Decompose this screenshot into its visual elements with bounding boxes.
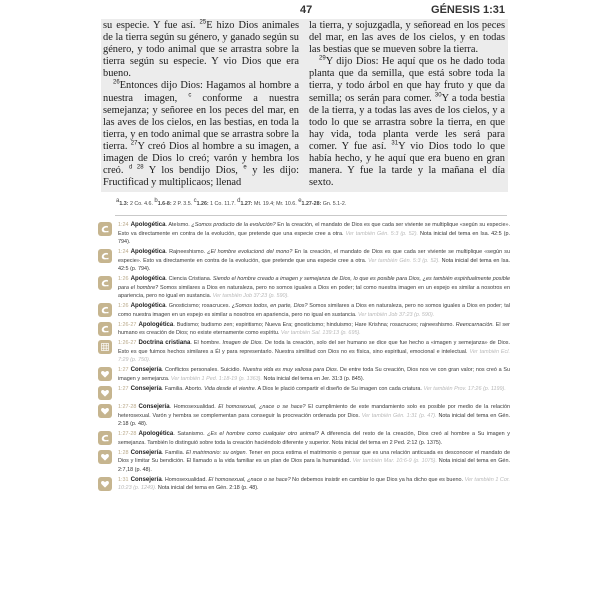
note-text: A Dios le plació compartir el diseño de Su imagen con cada criatura. <box>256 385 424 392</box>
note-text: . Homosexualidad. <box>169 404 219 411</box>
heart-icon <box>98 477 112 491</box>
verse-text: la tierra, y sojuzgadla, y señoread en los peces del mar, en las aves de los cielos, y en todas las bestias que se mueven sobre la tierra. <box>309 20 505 56</box>
study-note <box>98 339 510 365</box>
note-verse-ref: 1:24 <box>118 222 129 228</box>
study-note <box>98 366 510 383</box>
note-question: Siendo el hombre creado a imagen y semejanza de Dios, lo que es posible para Dios, ¿es también espiritualmente posible para el hombre? <box>118 276 510 291</box>
scripture-paragraph <box>309 20 505 56</box>
verse-text: conforme a nuestra semejanza; y señoree en los peces del mar, en las aves de los cielos, en las bestias, en toda la tierra, y en todo animal que se arrastra sobre la tierra. <box>103 92 299 152</box>
running-head: GÉNESIS 1:31 <box>431 4 505 16</box>
note-category: Apologética <box>130 248 166 256</box>
verse-text: Y vio Dios todo lo que había hecho, y he aquí que era bueno en gran manera. Y fue la tarde y la mañana el día sexto. <box>309 140 505 189</box>
study-note <box>98 248 510 274</box>
note-verse-ref: 1:31 <box>118 476 129 483</box>
cross-reference-letter: c <box>193 198 197 205</box>
verse-text: Y los bendijo Dios, <box>143 165 244 177</box>
note-category: Apologética <box>130 302 166 310</box>
note-category: Consejería <box>130 384 162 392</box>
note-category: Consejería <box>138 403 170 411</box>
note-verse-ref: 1:24 <box>118 249 129 256</box>
heart-icon <box>98 386 112 400</box>
note-text: El cumplimiento de este mandamiento solo es posible por medio de la relación heterosexual. Varón y hembra se complementan para conseguir la procreación ordenada por Dios. <box>118 404 511 419</box>
note-category: Consejería <box>130 448 162 456</box>
note-verse-ref: 1:26-27 <box>118 321 137 328</box>
cross-references <box>116 198 506 207</box>
cross-reference-text: 1 Co. 11.7. <box>208 201 238 207</box>
verse-number: d 28 <box>128 164 144 171</box>
see-also-reference: Ver también 1 Cor. 10:23 (p. 1249). <box>118 476 510 492</box>
verse-number: 29 <box>319 55 326 62</box>
note-category: Apologética <box>138 320 174 328</box>
note-text: . Ateísmo. <box>165 222 192 228</box>
note-text: En la creación, el mandato de Dios es que cada ser viviente se multiplique «según su especie». Esto va directamente en contra de la evolución, que pretende que una especie cree a otra. <box>118 222 511 237</box>
study-note <box>98 275 510 301</box>
verse-number: 25 <box>199 19 207 26</box>
wave-icon <box>98 322 112 336</box>
note-question: ¿Somos producto de la evolución? <box>191 222 276 228</box>
see-also-reference: Ver también Gén. 1:31 (p. 47). <box>361 412 437 419</box>
see-also-reference: Ver también Prov. 17:26 (p. 1199). <box>423 385 506 392</box>
topic-reference: Nota inicial del tema en Isa. 42:5 (p. 794). <box>118 230 510 246</box>
note-text: Tener en poca estima el matrimonio o pensar que es una relación anticuada es desconocer el mandato de Dios y limitar Su bendición. El llamado a la vida familiar es un plan de Dios para la humanidad. <box>118 449 510 465</box>
study-note <box>98 321 510 338</box>
note-text: A diferencia del resto de la creación, Dios creó al hombre a Su imagen y semejanza. También lo distinguió sobre toda la creación haciéndolo diferente y superior. Nota inicial del tema en 2 Ped. 2:12 (p. 1375). <box>118 431 510 446</box>
cross-reference-verse: 1.27: <box>240 201 253 207</box>
note-question: ¿El hombre evolucionó del mono? <box>207 249 293 256</box>
cross-reference-verse: 1.6-8: <box>157 201 172 207</box>
study-note <box>98 385 510 402</box>
see-also-reference: Ver también Sal. 139:13 (p. 695). <box>280 330 361 337</box>
topic-reference: Nota inicial del tema en Gén. 2:18 (p. 48). <box>118 412 510 428</box>
cross-reference-letter: d <box>237 198 241 205</box>
page-number: 47 <box>300 4 313 16</box>
note-category: Doctrina cristiana <box>138 339 191 347</box>
heart-icon <box>98 367 112 381</box>
note-category: Consejería <box>130 366 162 374</box>
topic-reference: Nota inicial del tema en Jer. 31:3 (p. 845). <box>262 375 365 382</box>
wave-icon <box>98 303 112 317</box>
cross-reference-letter: b <box>154 198 158 205</box>
wave-icon <box>98 276 112 290</box>
scripture-block <box>101 19 508 192</box>
note-question: El homosexual, ¿nace o se hace? <box>218 404 306 411</box>
note-verse-ref: 1:27 <box>118 367 129 374</box>
see-also-reference: Ver también Mar. 10:6-9 (p. 1075). <box>352 458 438 465</box>
study-note <box>98 403 510 429</box>
note-question: Nuestra vida es muy valiosa para Dios. <box>242 367 339 374</box>
note-text: . Familia. <box>161 449 186 456</box>
cross-reference <box>154 198 194 207</box>
note-text: . Homosexualidad. <box>161 476 209 483</box>
cross-reference <box>116 198 155 207</box>
topic-reference: Nota inicial del tema en Isa. 42:5 (p. 794). <box>118 257 510 273</box>
note-question: ¿Somos todos, en parte, Dios? <box>231 303 308 310</box>
note-verse-ref: 1:27-28 <box>118 404 137 411</box>
see-also-reference: Ver también Gén. 5:3 (p. 52). <box>368 257 440 264</box>
verse-number: 31 <box>391 140 399 147</box>
note-category: Apologética <box>130 221 166 228</box>
wave-icon <box>98 249 112 263</box>
note-text: . El hombre. <box>190 340 223 347</box>
cross-reference-text: 2 P. 3.5. <box>171 201 194 207</box>
verse-text: Y creó Dios al hombre a su imagen, a imagen de Dios lo creó; varón y hembra los creó. <box>103 140 299 177</box>
note-text: En la creación, el mandato de Dios es que cada ser viviente se multiplique «según su especie». Esto va directamente en contra de la evolución, que pretende que una especie cree a otra. <box>118 249 510 264</box>
note-text: De entre toda Su creación, Dios nos ve con gran valor; nos creó a Su imagen y semejanza. <box>118 367 511 382</box>
note-text: . Gnosticismo; rosacruces. <box>165 303 232 310</box>
note-question: ¿Es el hombre como cualquier otro animal? <box>207 431 319 438</box>
note-verse-ref: 1:26 <box>118 276 129 283</box>
scripture-paragraph <box>309 56 505 189</box>
scripture-paragraph <box>103 80 299 189</box>
topic-reference: Nota inicial del tema en Gén. 2:18 (p. 48). <box>156 485 259 492</box>
see-also-reference: Ver también 1 Ped. 1:18-19 (p. 1363). <box>170 375 262 382</box>
divider <box>115 215 507 216</box>
note-text: No debemos insistir en cambiar lo que Dios ya ha dicho que es bueno. <box>290 476 465 483</box>
cross-reference-letter: e <box>298 198 302 205</box>
wave-icon <box>98 431 112 445</box>
verse-number: c <box>188 92 192 99</box>
note-text: De toda la creación, solo del ser humano se dice que fue hecho a «imagen y semejanza» de Dios. Esto es que fuimos hechos similares a Él y para representarlo. Nuestra similitud con Dios no es física, sino espiritual, emocional e intelectual. <box>118 340 510 355</box>
note-verse-ref: 1:27 <box>118 385 129 392</box>
verse-text: y les dijo: Fructificad y multiplicaos; llenad <box>103 165 299 189</box>
verse-number: 27 <box>130 140 138 147</box>
note-text: Somos similares a Dios en naturaleza, pero no somos iguales a Dios en poder; tal como nuestra imagen en un espejo es similar a nosotros en apariencia, pero no igual en sustancia. <box>118 284 510 300</box>
note-category: Apologética <box>138 430 174 438</box>
note-text: . Ciencia Cristiana. <box>165 276 213 283</box>
verse-number: e <box>243 164 247 171</box>
note-verse-ref: 1:27-28 <box>118 431 137 438</box>
note-text: . Budismo; budismo zen; espiritismo; Nueva Era; gnosticismo; hinduismo; Hare Krishna; rosacruces; rajneeshismo. <box>173 321 456 328</box>
study-notes <box>98 221 510 494</box>
study-note <box>98 302 510 319</box>
study-note <box>98 476 510 493</box>
grid-icon <box>98 340 112 354</box>
cross-reference <box>298 198 347 207</box>
cross-reference-text: Mt. 19.4; Mr. 10.6. <box>252 201 299 207</box>
study-note <box>98 449 510 475</box>
topic-reference: Nota inicial del tema en Gén. 2:7,18 (p. 48). <box>118 458 510 473</box>
note-question: Reencarnación. <box>455 321 494 328</box>
note-text: . Rajneeshismo. <box>165 249 208 256</box>
note-question: Imagen de Dios. <box>222 340 264 347</box>
note-verse-ref: 1:28 <box>118 449 129 456</box>
verse-number: 30 <box>434 92 442 99</box>
cross-reference <box>193 198 238 207</box>
verse-text: su especie. Y fue así. <box>103 20 200 31</box>
see-also-reference: Ver también Gén. 5:3 (p. 52). <box>345 230 419 237</box>
cross-reference <box>237 198 299 207</box>
note-verse-ref: 1:26 <box>118 303 129 310</box>
note-text: . Conflictos personales. Suicidio. <box>161 367 243 374</box>
cross-reference-text: Gn. 5.1-2. <box>321 201 347 207</box>
note-text: Somos similares a Dios en naturaleza, pero no somos iguales a Dios en poder; tal como nuestra imagen en un espejo es similar a nosotros en apariencia, pero no igual en sustancia. <box>118 303 510 318</box>
scripture-column-right <box>309 20 505 189</box>
study-note <box>98 221 510 247</box>
note-text: . Satanismo. <box>173 431 208 438</box>
cross-reference-verse: 1.26: <box>196 201 209 207</box>
note-question: El homosexual, ¿nace o se hace? <box>208 476 291 483</box>
cross-reference-verse: 1.27-28: <box>301 201 322 207</box>
note-category: Consejería <box>130 475 162 483</box>
page-header <box>105 2 505 18</box>
study-note <box>98 430 510 447</box>
note-text: El ser humano es creación de Dios; no existe eternamente como espíritu. <box>118 321 510 337</box>
verse-text: Y a toda bestia de la tierra, y a todas las aves de los cielos, y a todo lo que se arrastra sobre la tierra, en que hay vida, toda planta verde les será para comer. Y fue así. <box>309 92 505 152</box>
scripture-paragraph <box>103 20 299 80</box>
wave-icon <box>98 222 112 236</box>
scripture-column-left <box>103 20 299 189</box>
note-category: Apologética <box>130 275 166 283</box>
cross-reference-verse: 1.3: <box>119 201 129 207</box>
cross-reference-text: 2 Co. 4.6. <box>128 201 155 207</box>
verse-text: E hizo Dios animales de la tierra según su género, y ganado según su género, y todo animal que se arrastra sobre la tierra según su especie. Y vio Dios que era bueno. <box>103 20 299 80</box>
note-question: El matrimonio: su origen. <box>185 449 248 456</box>
see-also-reference: Ver también Job 37:23 (p. 590). <box>358 311 435 318</box>
heart-icon <box>98 404 112 418</box>
note-text: . Familia. Aborto. <box>161 385 205 392</box>
heart-icon <box>98 450 112 464</box>
note-verse-ref: 1:26-27 <box>118 340 137 347</box>
verse-text: Entonces dijo Dios: Hagamos al hombre a nuestra imagen, <box>103 80 299 104</box>
see-also-reference: Ver también Ecl. 7:29 (p. 750). <box>118 348 510 364</box>
note-question: Vida desde el vientre. <box>204 385 257 392</box>
see-also-reference: Ver también Job 37:23 (p. 590). <box>212 293 289 300</box>
verse-text: Y dijo Dios: He aquí que os he dado toda planta que da semilla, que está sobre toda la tierra, y todo árbol en que hay fruto y que da semilla; os serán para comer. <box>309 56 505 104</box>
verse-number: 26 <box>113 80 120 86</box>
cross-reference-letter: a <box>116 198 120 205</box>
